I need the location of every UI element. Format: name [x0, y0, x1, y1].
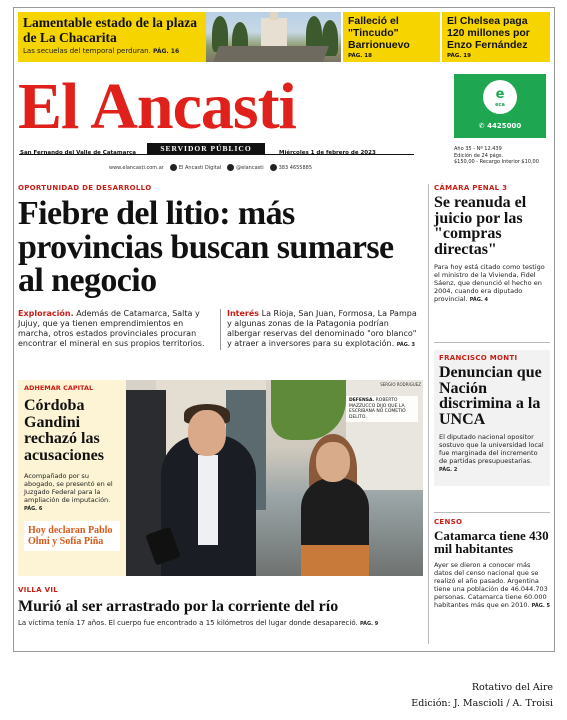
teaser-tincudo[interactable]: [343, 12, 440, 62]
teaser-page: PÁG. 18: [348, 53, 372, 59]
bottom-text: La víctima tenía 17 años. El cuerpo fue encontrado a 15 kilómetros del lugar donde desapareció. PÁG. 9: [18, 619, 379, 627]
whatsapp-link[interactable]: 383 4655885: [270, 164, 312, 171]
story-headline: Denuncian que Nación discrimina a la UNCA: [439, 364, 542, 428]
related-story-box[interactable]: Hoy declaran Pablo Olmi y Sofía Piña: [24, 521, 120, 551]
credits-editors: Edición: J. Mascioli / A. Troisi: [411, 698, 553, 709]
edition-meta: Año 35 - Nº 12.439 Edición de 24 págs. $150,00 - Recargo Interior $10,00: [454, 146, 539, 165]
twitter-icon: [227, 164, 234, 171]
story-text: El diputado nacional opositor sostuvo que la universidad local fue marginada del incremento de partidas presupuestarias. PÁG. 2: [439, 433, 544, 473]
bottom-headline: Murió al ser arrastrado por la corriente del río: [18, 598, 339, 615]
story-kicker: CÁMARA PENAL 3: [434, 184, 508, 192]
masthead: [14, 70, 554, 178]
teaser-chelsea[interactable]: [442, 12, 550, 62]
column-divider: [428, 184, 429, 644]
eco-phone: ✆ 4425000: [478, 122, 522, 130]
lead-summary-col-1: Exploración. Además de Catamarca, Salta y Jujuy, que ya tienen emprendimientos en marcha, otros estados provinciales procuran encontrar el mineral en sus propios territorios.: [18, 309, 205, 348]
credits: [411, 680, 553, 712]
facebook-icon: [170, 164, 177, 171]
teaser-plaza-photo: [206, 12, 341, 62]
twitter-link[interactable]: @elancasti: [227, 164, 263, 171]
whatsapp-icon: [270, 164, 277, 171]
story-headline: Se reanuda el juicio por las "compras directas": [434, 194, 527, 258]
bottom-kicker: VILLA VIL: [18, 586, 58, 594]
website-link[interactable]: www.elancasti.com.ar: [109, 164, 164, 171]
teaser-page: PÁG. 19: [447, 53, 471, 59]
facebook-link[interactable]: El Ancasti Digital: [170, 164, 221, 171]
eco-ad[interactable]: [454, 74, 546, 138]
masthead-city: San Fernando del Valle de Catamarca: [20, 150, 136, 156]
credits-program: Rotativo del Aire: [471, 682, 553, 693]
teaser-title: El Chelsea paga 120 millones por Enzo Fernández: [447, 15, 530, 51]
lead-headline: Fiebre del litio: más provincias buscan sumarse al negocio: [18, 195, 394, 299]
story-compras-directas[interactable]: [434, 184, 550, 304]
photo-credit: SERGIO RODRIGUEZ: [380, 382, 421, 387]
story-text: Ayer se dieron a conocer más datos del censo nacional que se realizó el año pasado. Argentina tiene una población de 46.044.703 personas. Catamarca tiene 60.000 habitantes más que en 2010. PÁG. 5: [434, 561, 550, 609]
masthead-social: [109, 164, 312, 171]
bottom-story[interactable]: [18, 586, 423, 627]
divider: [434, 512, 550, 513]
story-kicker: CENSO: [434, 518, 463, 526]
lead-summary-col-2: Interés La Rioja, San Juan, Formosa, La Pampa y algunas zonas de la Patagonia podrían albergar reservas del denominado "oro blanco" y atraer a inversores para su explotación. PÁG. 3: [227, 309, 417, 348]
eco-logo: e eca: [483, 80, 517, 114]
lead-summary: [18, 309, 423, 350]
teaser-plaza-chacarita[interactable]: [18, 12, 206, 62]
story-text: Para hoy está citado como testigo el ministro de la Vivienda, Fidel Sáenz, que denunció el hecho en 2004, cuando era diputado provincial. PÁG. 4: [434, 263, 545, 303]
teaser-title: Falleció el "Tincudo" Barrionuevo: [348, 15, 410, 51]
news-photo: [126, 380, 423, 576]
photo-tag: DEFENSA. ROBERTO MAZZUCCO DIJO QUE LA ESCRIBANA NO COMETIÓ DELITO.: [346, 396, 418, 422]
slogan: SERVIDOR PÚBLICO: [147, 143, 265, 154]
photo-story[interactable]: [18, 380, 423, 576]
teaser-subtitle: Las secuelas del temporal perduran. PÁG. 16: [23, 47, 180, 55]
masthead-date: Miércoles 1 de febrero de 2023: [279, 150, 376, 156]
lead-kicker: OPORTUNIDAD DE DESARROLLO: [18, 184, 152, 192]
story-censo[interactable]: [434, 518, 550, 610]
story-unca[interactable]: [434, 350, 550, 486]
photo-story-text: Acompañado por su abogado, se presentó en el Juzgado Federal para la ampliación de imputación. PÁG. 6: [24, 472, 113, 512]
story-kicker: FRANCISCO MONTI: [439, 354, 518, 362]
top-teasers: [14, 8, 554, 66]
photo-story-headline: Córdoba Gandini rechazó las acusaciones: [24, 397, 104, 464]
story-headline: Catamarca tiene 430 mil habitantes: [434, 528, 549, 556]
divider: [434, 342, 550, 343]
photo-story-kicker: ADHEMAR CAPITAL: [24, 384, 94, 392]
teaser-title: Lamentable estado de la plaza de La Chacarita: [23, 15, 197, 45]
photo-story-caption: [18, 380, 126, 576]
newspaper-logo: El Ancasti: [18, 70, 296, 143]
newspaper-front-page: [13, 7, 555, 652]
masthead-rule: [19, 154, 414, 155]
